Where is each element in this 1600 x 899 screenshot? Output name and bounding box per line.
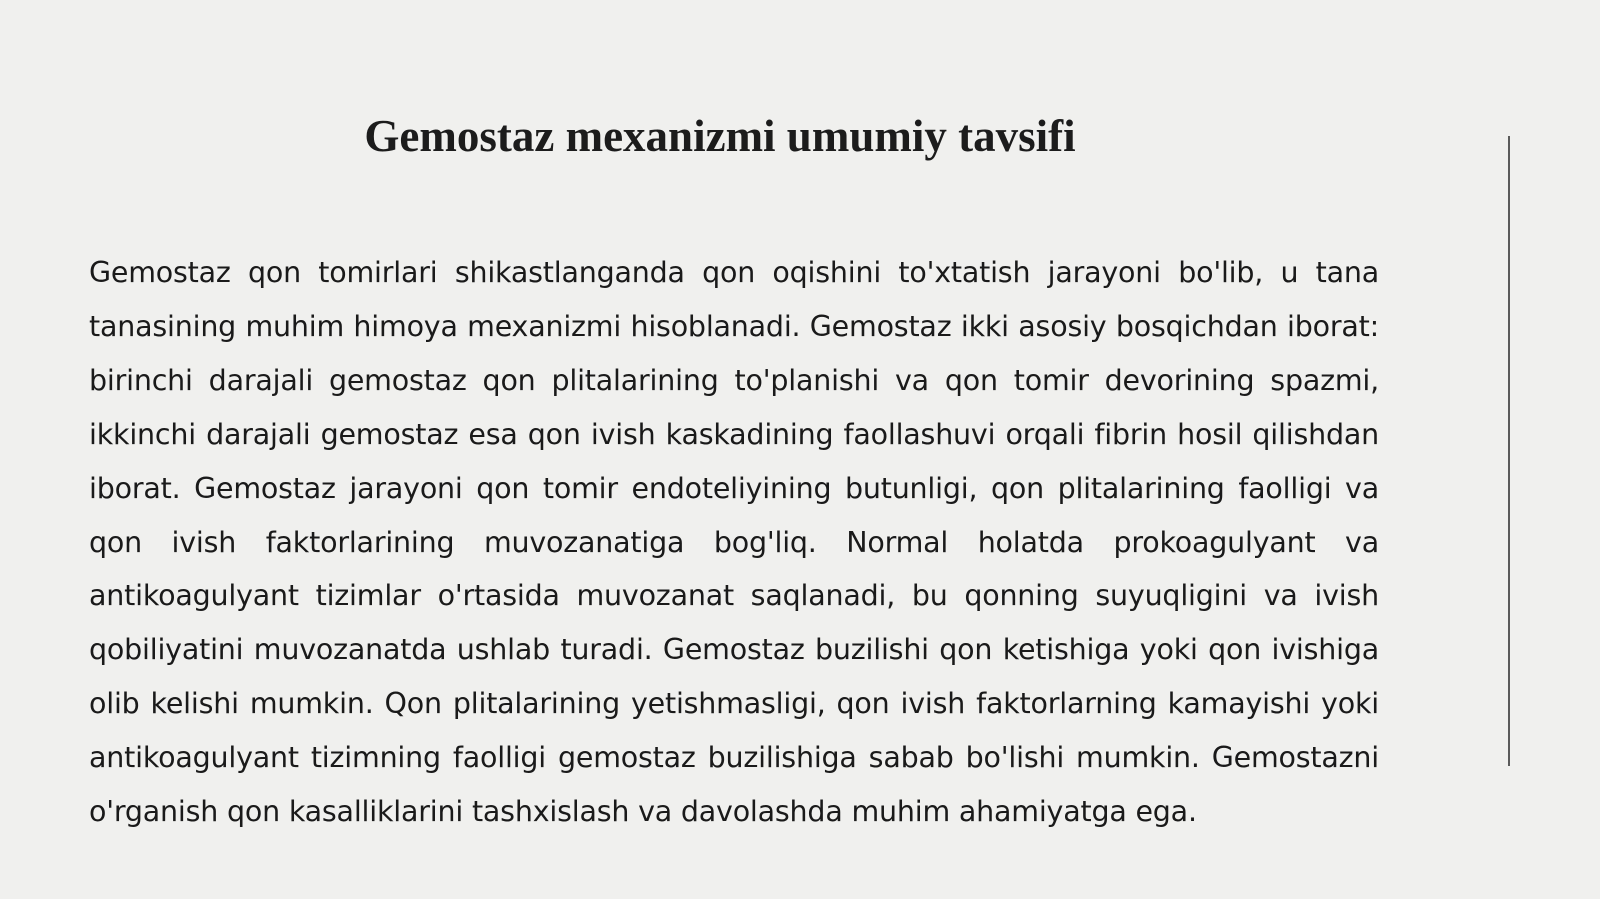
vertical-divider [1508, 136, 1510, 766]
slide-body-text: Gemostaz qon tomirlari shikastlanganda qon oqishini to'xtatish jarayoni bo'lib, u tana tanasining muhim himoya mexanizmi hisoblanadi. Gemostaz ikki asosiy bosqichdan iborat: birinchi darajali gemostaz qon plitalarining to'planishi va qon tomir devorining spazmi, ikkinchi darajali gemostaz esa qon ivish kaskadining faollashuvi orqali fibrin hosil qilishdan iborat. Gemostaz jarayoni qon tomir endoteliyining butunligi, qon plitalarining faolligi va qon ivish faktorlarining muvozanatiga bog'liq. Normal holatda prokoagulyant va antikoagulyant tizimlar o'rtasida muvozanat saqlanadi, bu qonning suyuqligini va ivish qobiliyatini muvozanatda ushlab turadi. Gemostaz buzilishi qon ketishiga yoki qon ivishiga olib kelishi mumkin. Qon plitalarining yetishmasligi, qon ivish faktorlarning kamayishi yoki antikoagulyant tizimning faolligi gemostaz buzilishiga sabab bo'lishi mumkin. Gemostazni o'rganish qon kasalliklarini tashxislash va davolashda muhim ahamiyatga ega. [89, 256, 1379, 829]
slide-title: Gemostaz mexanizmi umumiy tavsifi [364, 111, 1076, 161]
